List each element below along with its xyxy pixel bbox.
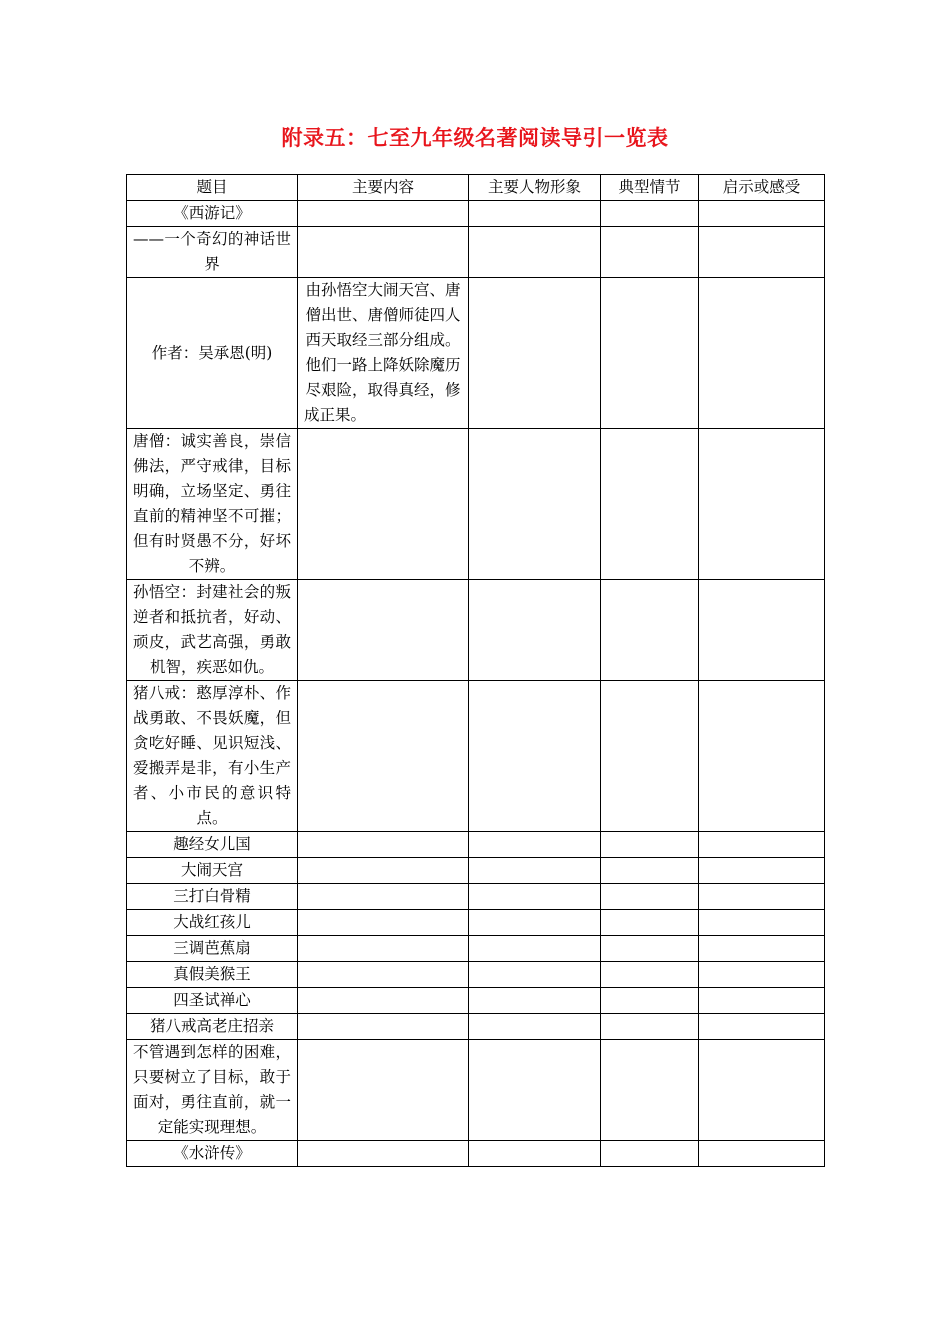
row-insight-cell xyxy=(699,962,825,988)
row-characters-cell xyxy=(469,832,601,858)
table-row xyxy=(127,429,825,580)
row-content-cell xyxy=(298,884,469,910)
page-title: 附录五：七至九年级名著阅读导引一览表 xyxy=(281,126,669,150)
row-content-cell xyxy=(298,1141,469,1167)
header-insight: 启示或感受 xyxy=(699,175,825,201)
row-characters-cell xyxy=(469,858,601,884)
table-row xyxy=(127,936,825,962)
row-insight-cell xyxy=(699,1014,825,1040)
row-plot-cell xyxy=(601,1040,699,1141)
row-title-cell: 三打白骨精 xyxy=(127,884,298,910)
row-plot-cell xyxy=(601,936,699,962)
row-content-cell xyxy=(298,936,469,962)
row-title-cell: 《西游记》 xyxy=(127,201,298,227)
row-plot-cell xyxy=(601,884,699,910)
table-row xyxy=(127,832,825,858)
row-characters-cell xyxy=(469,1014,601,1040)
row-insight-cell xyxy=(699,910,825,936)
row-content-cell xyxy=(298,988,469,1014)
row-insight-cell xyxy=(699,580,825,681)
row-title-cell: 猪八戒高老庄招亲 xyxy=(127,1014,298,1040)
table-header-row xyxy=(127,175,825,201)
table-row xyxy=(127,278,825,429)
header-title: 题目 xyxy=(127,175,298,201)
row-plot-cell xyxy=(601,832,699,858)
row-characters-cell xyxy=(469,962,601,988)
row-insight-cell xyxy=(699,858,825,884)
table-row xyxy=(127,681,825,832)
row-plot-cell xyxy=(601,988,699,1014)
table-row xyxy=(127,910,825,936)
row-plot-cell xyxy=(601,962,699,988)
row-title-cell: 四圣试禅心 xyxy=(127,988,298,1014)
row-content-cell xyxy=(298,858,469,884)
row-insight-cell xyxy=(699,429,825,580)
table-row xyxy=(127,1141,825,1167)
row-plot-cell xyxy=(601,201,699,227)
row-characters-cell xyxy=(469,278,601,429)
row-insight-cell xyxy=(699,278,825,429)
row-insight-cell xyxy=(699,227,825,278)
row-insight-cell xyxy=(699,936,825,962)
row-content-cell xyxy=(298,681,469,832)
row-content-cell xyxy=(298,1040,469,1141)
row-content-cell xyxy=(298,1014,469,1040)
row-characters-cell xyxy=(469,936,601,962)
row-content-cell xyxy=(298,832,469,858)
row-title-cell: ——一个奇幻的神话世界 xyxy=(127,227,298,278)
row-characters-cell xyxy=(469,988,601,1014)
row-content-cell: 由孙悟空大闹天宫、唐僧出世、唐僧师徒四人西天取经三部分组成。他们一路上降妖除魔历尽艰险，取得真经，修成正果。 xyxy=(298,278,469,429)
row-plot-cell xyxy=(601,858,699,884)
row-insight-cell xyxy=(699,1141,825,1167)
row-title-cell: 作者：吴承恩(明) xyxy=(127,278,298,429)
table-row xyxy=(127,580,825,681)
reading-guide-table xyxy=(126,174,825,1167)
row-content-cell xyxy=(298,201,469,227)
row-title-cell: 真假美猴王 xyxy=(127,962,298,988)
row-characters-cell xyxy=(469,429,601,580)
table-row xyxy=(127,858,825,884)
row-plot-cell xyxy=(601,1014,699,1040)
row-plot-cell xyxy=(601,910,699,936)
row-characters-cell xyxy=(469,227,601,278)
table-row xyxy=(127,1014,825,1040)
row-characters-cell xyxy=(469,1040,601,1141)
row-content-cell xyxy=(298,429,469,580)
row-content-cell xyxy=(298,580,469,681)
row-characters-cell xyxy=(469,201,601,227)
row-title-cell: 不管遇到怎样的困难，只要树立了目标，敢于面对，勇往直前，就一定能实现理想。 xyxy=(127,1040,298,1141)
row-insight-cell xyxy=(699,681,825,832)
row-content-cell xyxy=(298,910,469,936)
row-characters-cell xyxy=(469,884,601,910)
row-insight-cell xyxy=(699,884,825,910)
row-title-cell: 《水浒传》 xyxy=(127,1141,298,1167)
row-plot-cell xyxy=(601,1141,699,1167)
row-plot-cell xyxy=(601,580,699,681)
header-typical-plot: 典型情节 xyxy=(601,175,699,201)
row-plot-cell xyxy=(601,227,699,278)
row-title-cell: 大闹天宫 xyxy=(127,858,298,884)
table-row xyxy=(127,201,825,227)
row-content-cell xyxy=(298,962,469,988)
row-characters-cell xyxy=(469,580,601,681)
header-main-content: 主要内容 xyxy=(298,175,469,201)
row-characters-cell xyxy=(469,1141,601,1167)
row-content-cell xyxy=(298,227,469,278)
row-insight-cell xyxy=(699,1040,825,1141)
row-title-cell: 孙悟空：封建社会的叛逆者和抵抗者，好动、顽皮，武艺高强，勇敢机智，疾恶如仇。 xyxy=(127,580,298,681)
row-title-cell: 猪八戒：憨厚淳朴、作战勇敢、不畏妖魔，但贪吃好睡、见识短浅、爱搬弄是非，有小生产者、小市民的意识特点。 xyxy=(127,681,298,832)
row-title-cell: 三调芭蕉扇 xyxy=(127,936,298,962)
row-title-cell: 趣经女儿国 xyxy=(127,832,298,858)
row-characters-cell xyxy=(469,910,601,936)
table-row xyxy=(127,962,825,988)
header-main-characters: 主要人物形象 xyxy=(469,175,601,201)
row-insight-cell xyxy=(699,832,825,858)
table-row xyxy=(127,227,825,278)
row-plot-cell xyxy=(601,278,699,429)
row-plot-cell xyxy=(601,429,699,580)
row-plot-cell xyxy=(601,681,699,832)
row-characters-cell xyxy=(469,681,601,832)
table-row xyxy=(127,988,825,1014)
row-title-cell: 大战红孩儿 xyxy=(127,910,298,936)
row-title-cell: 唐僧：诚实善良，崇信佛法，严守戒律，目标明确，立场坚定、勇往直前的精神坚不可摧；但有时贤愚不分，好坏不辨。 xyxy=(127,429,298,580)
row-insight-cell xyxy=(699,201,825,227)
row-insight-cell xyxy=(699,988,825,1014)
table-row xyxy=(127,1040,825,1141)
table-row xyxy=(127,884,825,910)
